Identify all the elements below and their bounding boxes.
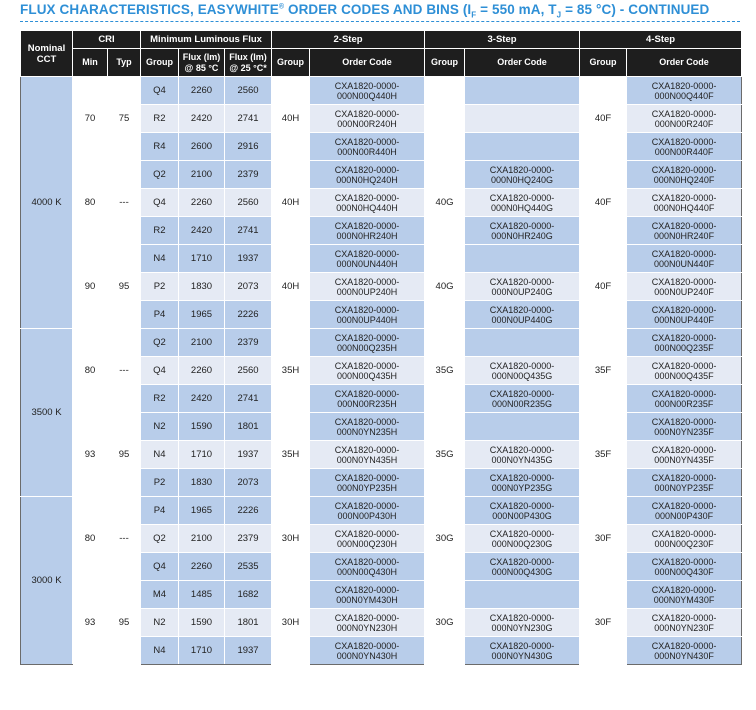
- step2-order-code-cell: CXA1820-0000- 000N00Q435H: [310, 357, 425, 385]
- step3-order-code-cell: [465, 245, 580, 273]
- header-4step-group: Group: [580, 49, 627, 77]
- step4-group-cell: 35F: [580, 413, 627, 497]
- table-row: [21, 77, 742, 105]
- flux-group-cell: R2: [141, 105, 179, 133]
- flux-85c-cell: 2260: [179, 553, 225, 581]
- cri-min-cell: 93: [73, 581, 108, 665]
- flux-25c-cell: 2073: [225, 469, 272, 497]
- flux-25c-cell: 2073: [225, 273, 272, 301]
- step3-order-code-cell: [465, 133, 580, 161]
- flux-25c-cell: 1937: [225, 441, 272, 469]
- flux-25c-cell: 2379: [225, 161, 272, 189]
- cri-min-cell: 80: [73, 497, 108, 581]
- flux-group-cell: R2: [141, 385, 179, 413]
- step3-order-code-cell: CXA1820-0000- 000N0HR240G: [465, 217, 580, 245]
- step4-group-cell: 35F: [580, 329, 627, 413]
- step3-group-cell: 30G: [425, 581, 465, 665]
- header-min-luminous-flux: Minimum Luminous Flux: [141, 31, 272, 49]
- step3-group-cell: [425, 77, 465, 161]
- step3-group-cell: 35G: [425, 329, 465, 413]
- step3-order-code-cell: CXA1820-0000- 000N0YP235G: [465, 469, 580, 497]
- table-header: [21, 31, 742, 77]
- flux-85c-cell: 1710: [179, 441, 225, 469]
- step4-group-cell: 40F: [580, 245, 627, 329]
- step3-group-cell: 40G: [425, 161, 465, 245]
- flux-group-cell: P2: [141, 273, 179, 301]
- step2-group-cell: 30H: [272, 581, 310, 665]
- step2-order-code-cell: CXA1820-0000- 000N0HQ240H: [310, 161, 425, 189]
- title-registered-mark: ®: [278, 3, 285, 11]
- step3-order-code-cell: CXA1820-0000- 000N0YN435G: [465, 441, 580, 469]
- header-2-step: 2-Step: [272, 31, 425, 49]
- header-flux-25c: Flux (lm) @ 25 °C*: [225, 49, 272, 77]
- step2-order-code-cell: CXA1820-0000- 000N00Q235H: [310, 329, 425, 357]
- step4-order-code-cell: CXA1820-0000- 000N0UP240F: [627, 273, 742, 301]
- table-row: [21, 161, 742, 189]
- step4-order-code-cell: CXA1820-0000- 000N00R235F: [627, 385, 742, 413]
- step3-order-code-cell: CXA1820-0000- 000N00R235G: [465, 385, 580, 413]
- title-divider: [20, 21, 740, 22]
- step4-order-code-cell: CXA1820-0000- 000N0UP440F: [627, 301, 742, 329]
- step3-order-code-cell: [465, 105, 580, 133]
- flux-25c-cell: 1682: [225, 581, 272, 609]
- table-row: [21, 413, 742, 441]
- step4-group-cell: 30F: [580, 497, 627, 581]
- step2-order-code-cell: CXA1820-0000- 000N0YM430H: [310, 581, 425, 609]
- header-4step-order-code: Order Code: [627, 49, 742, 77]
- step4-order-code-cell: CXA1820-0000- 000N0YM430F: [627, 581, 742, 609]
- flux-group-cell: N4: [141, 245, 179, 273]
- flux-85c-cell: 2420: [179, 105, 225, 133]
- flux-group-cell: M4: [141, 581, 179, 609]
- step3-order-code-cell: CXA1820-0000- 000N0HQ240G: [465, 161, 580, 189]
- flux-85c-cell: 2100: [179, 161, 225, 189]
- header-3step-group: Group: [425, 49, 465, 77]
- title-eq: = 550 mA, T: [476, 2, 557, 17]
- flux-85c-cell: 2100: [179, 525, 225, 553]
- page-title: [20, 2, 709, 20]
- step2-order-code-cell: CXA1820-0000- 000N00Q230H: [310, 525, 425, 553]
- flux-group-cell: R4: [141, 133, 179, 161]
- step2-order-code-cell: CXA1820-0000- 000N0UN440H: [310, 245, 425, 273]
- step3-group-cell: 35G: [425, 413, 465, 497]
- flux-85c-cell: 1965: [179, 497, 225, 525]
- step2-group-cell: 35H: [272, 413, 310, 497]
- header-flux-group: Group: [141, 49, 179, 77]
- step4-order-code-cell: CXA1820-0000- 000N00P430F: [627, 497, 742, 525]
- flux-group-cell: Q2: [141, 525, 179, 553]
- flux-85c-cell: 2420: [179, 217, 225, 245]
- flux-85c-cell: 2260: [179, 357, 225, 385]
- flux-group-cell: P4: [141, 301, 179, 329]
- step4-group-cell: 40F: [580, 161, 627, 245]
- flux-85c-cell: 1830: [179, 469, 225, 497]
- flux-25c-cell: 2226: [225, 301, 272, 329]
- flux-25c-cell: 1801: [225, 413, 272, 441]
- step2-order-code-cell: CXA1820-0000- 000N00R440H: [310, 133, 425, 161]
- step2-order-code-cell: CXA1820-0000- 000N00Q440H: [310, 77, 425, 105]
- step2-order-code-cell: CXA1820-0000- 000N0HQ440H: [310, 189, 425, 217]
- step4-order-code-cell: CXA1820-0000- 000N00R440F: [627, 133, 742, 161]
- step2-order-code-cell: CXA1820-0000- 000N0UP440H: [310, 301, 425, 329]
- step2-order-code-cell: CXA1820-0000- 000N0YN430H: [310, 637, 425, 665]
- step3-group-cell: 40G: [425, 245, 465, 329]
- step4-order-code-cell: CXA1820-0000- 000N00Q230F: [627, 525, 742, 553]
- step4-order-code-cell: CXA1820-0000- 000N00Q440F: [627, 77, 742, 105]
- flux-group-cell: Q4: [141, 357, 179, 385]
- flux-25c-cell: 2916: [225, 133, 272, 161]
- header-cri: CRI: [73, 31, 141, 49]
- nominal-cct-cell: 4000 K: [21, 77, 73, 329]
- step3-order-code-cell: CXA1820-0000- 000N0UP240G: [465, 273, 580, 301]
- title-main: FLUX CHARACTERISTICS, EASYWHITE: [20, 2, 279, 17]
- step3-order-code-cell: CXA1820-0000- 000N00Q430G: [465, 553, 580, 581]
- flux-85c-cell: 1590: [179, 609, 225, 637]
- flux-25c-cell: 2741: [225, 385, 272, 413]
- flux-25c-cell: 2560: [225, 77, 272, 105]
- flux-85c-cell: 2420: [179, 385, 225, 413]
- step4-order-code-cell: CXA1820-0000- 000N0YP235F: [627, 469, 742, 497]
- table-row: [21, 245, 742, 273]
- header-3step-order-code: Order Code: [465, 49, 580, 77]
- title-mid: ORDER CODES AND BINS (I: [284, 2, 472, 17]
- flux-85c-cell: 2600: [179, 133, 225, 161]
- step3-order-code-cell: CXA1820-0000- 000N0YN230G: [465, 609, 580, 637]
- flux-group-cell: Q4: [141, 77, 179, 105]
- cri-min-cell: 90: [73, 245, 108, 329]
- header-3-step: 3-Step: [425, 31, 580, 49]
- step2-order-code-cell: CXA1820-0000- 000N00Q430H: [310, 553, 425, 581]
- flux-25c-cell: 2379: [225, 329, 272, 357]
- step4-order-code-cell: CXA1820-0000- 000N0UN440F: [627, 245, 742, 273]
- step3-group-cell: 30G: [425, 497, 465, 581]
- flux-25c-cell: 2226: [225, 497, 272, 525]
- step4-order-code-cell: CXA1820-0000- 000N0HQ440F: [627, 189, 742, 217]
- step2-group-cell: 30H: [272, 497, 310, 581]
- step3-order-code-cell: CXA1820-0000- 000N0HQ440G: [465, 189, 580, 217]
- flux-85c-cell: 1710: [179, 245, 225, 273]
- step2-order-code-cell: CXA1820-0000- 000N0HR240H: [310, 217, 425, 245]
- step4-order-code-cell: CXA1820-0000- 000N00Q435F: [627, 357, 742, 385]
- step4-order-code-cell: CXA1820-0000- 000N0YN435F: [627, 441, 742, 469]
- step3-order-code-cell: [465, 581, 580, 609]
- flux-25c-cell: 2379: [225, 525, 272, 553]
- step3-order-code-cell: CXA1820-0000- 000N00Q435G: [465, 357, 580, 385]
- flux-group-cell: Q2: [141, 161, 179, 189]
- flux-group-cell: Q2: [141, 329, 179, 357]
- flux-25c-cell: 2560: [225, 357, 272, 385]
- step4-order-code-cell: CXA1820-0000- 000N0YN430F: [627, 637, 742, 665]
- header-2step-group: Group: [272, 49, 310, 77]
- cri-typ-cell: ---: [108, 329, 141, 413]
- step3-order-code-cell: CXA1820-0000- 000N00P430G: [465, 497, 580, 525]
- flux-group-cell: P2: [141, 469, 179, 497]
- header-cri-typ: Typ: [108, 49, 141, 77]
- step2-order-code-cell: CXA1820-0000- 000N0YP235H: [310, 469, 425, 497]
- flux-25c-cell: 2560: [225, 189, 272, 217]
- flux-group-cell: Q4: [141, 189, 179, 217]
- cri-typ-cell: 95: [108, 245, 141, 329]
- flux-25c-cell: 1937: [225, 637, 272, 665]
- cri-min-cell: 80: [73, 329, 108, 413]
- cri-typ-cell: 75: [108, 77, 141, 161]
- header-flux-85c: Flux (lm) @ 85 °C: [179, 49, 225, 77]
- step3-order-code-cell: [465, 329, 580, 357]
- flux-group-cell: Q4: [141, 553, 179, 581]
- step3-order-code-cell: [465, 413, 580, 441]
- nominal-cct-cell: 3500 K: [21, 329, 73, 497]
- cri-typ-cell: 95: [108, 581, 141, 665]
- step3-order-code-cell: [465, 77, 580, 105]
- flux-85c-cell: 1830: [179, 273, 225, 301]
- flux-85c-cell: 1485: [179, 581, 225, 609]
- table-row: [21, 581, 742, 609]
- step4-order-code-cell: CXA1820-0000- 000N0HQ240F: [627, 161, 742, 189]
- flux-85c-cell: 1710: [179, 637, 225, 665]
- cri-typ-cell: 95: [108, 413, 141, 497]
- table-row: [21, 329, 742, 357]
- step2-order-code-cell: CXA1820-0000- 000N00P430H: [310, 497, 425, 525]
- flux-25c-cell: 2741: [225, 217, 272, 245]
- flux-group-cell: R2: [141, 217, 179, 245]
- flux-group-cell: N2: [141, 609, 179, 637]
- step4-order-code-cell: CXA1820-0000- 000N00Q430F: [627, 553, 742, 581]
- table-body: [21, 77, 742, 665]
- step2-group-cell: 40H: [272, 161, 310, 245]
- flux-85c-cell: 2100: [179, 329, 225, 357]
- table-row: [21, 497, 742, 525]
- cri-typ-cell: ---: [108, 161, 141, 245]
- step4-order-code-cell: CXA1820-0000- 000N00R240F: [627, 105, 742, 133]
- flux-85c-cell: 2260: [179, 189, 225, 217]
- header-cri-min: Min: [73, 49, 108, 77]
- step3-order-code-cell: CXA1820-0000- 000N00Q230G: [465, 525, 580, 553]
- step4-order-code-cell: CXA1820-0000- 000N0YN235F: [627, 413, 742, 441]
- step4-order-code-cell: CXA1820-0000- 000N0HR240F: [627, 217, 742, 245]
- step4-group-cell: 40F: [580, 77, 627, 161]
- step2-group-cell: 40H: [272, 245, 310, 329]
- flux-25c-cell: 2535: [225, 553, 272, 581]
- step4-order-code-cell: CXA1820-0000- 000N0YN230F: [627, 609, 742, 637]
- step3-order-code-cell: CXA1820-0000- 000N0YN430G: [465, 637, 580, 665]
- flux-25c-cell: 1937: [225, 245, 272, 273]
- step4-order-code-cell: CXA1820-0000- 000N00Q235F: [627, 329, 742, 357]
- title-subscript-f: F: [471, 10, 477, 20]
- step4-group-cell: 30F: [580, 581, 627, 665]
- flux-25c-cell: 2741: [225, 105, 272, 133]
- flux-group-cell: N2: [141, 413, 179, 441]
- header-4-step: 4-Step: [580, 31, 742, 49]
- title-subscript-j: J: [556, 10, 562, 20]
- step2-group-cell: 35H: [272, 329, 310, 413]
- cri-min-cell: 70: [73, 77, 108, 161]
- nominal-cct-cell: 3000 K: [21, 497, 73, 665]
- cri-min-cell: 93: [73, 413, 108, 497]
- header-2step-order-code: Order Code: [310, 49, 425, 77]
- header-nominal-cct: Nominal CCT: [21, 31, 73, 77]
- cri-min-cell: 80: [73, 161, 108, 245]
- cri-typ-cell: ---: [108, 497, 141, 581]
- flux-group-cell: N4: [141, 637, 179, 665]
- step2-order-code-cell: CXA1820-0000- 000N00R235H: [310, 385, 425, 413]
- flux-group-cell: N4: [141, 441, 179, 469]
- step2-order-code-cell: CXA1820-0000- 000N0YN435H: [310, 441, 425, 469]
- flux-85c-cell: 2260: [179, 77, 225, 105]
- step3-order-code-cell: CXA1820-0000- 000N0UP440G: [465, 301, 580, 329]
- step2-order-code-cell: CXA1820-0000- 000N0YN235H: [310, 413, 425, 441]
- flux-85c-cell: 1965: [179, 301, 225, 329]
- step2-order-code-cell: CXA1820-0000- 000N0UP240H: [310, 273, 425, 301]
- step2-order-code-cell: CXA1820-0000- 000N0YN230H: [310, 609, 425, 637]
- title-tail: = 85 °C) - CONTINUED: [561, 2, 710, 17]
- flux-25c-cell: 1801: [225, 609, 272, 637]
- flux-group-cell: P4: [141, 497, 179, 525]
- step2-group-cell: 40H: [272, 77, 310, 161]
- step2-order-code-cell: CXA1820-0000- 000N00R240H: [310, 105, 425, 133]
- flux-table: [20, 30, 742, 665]
- flux-85c-cell: 1590: [179, 413, 225, 441]
